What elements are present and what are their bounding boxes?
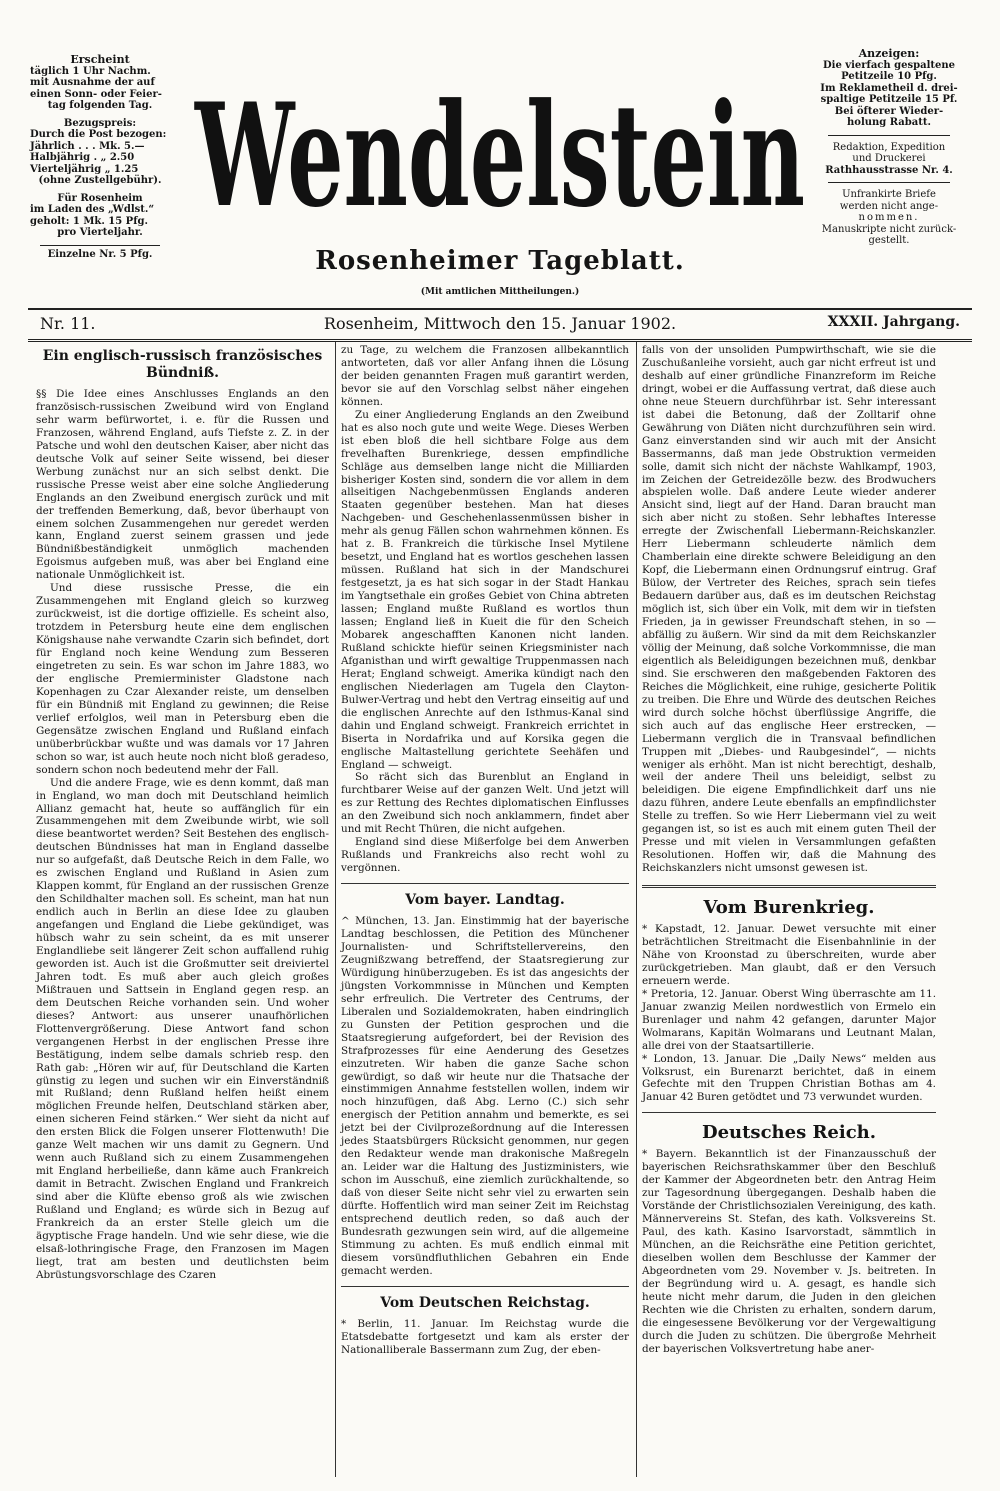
article-paragraph: England sind diese Mißerfolge bei dem Anwerben Rußlands und Frankreichs also recht wohl zu vergönnen. <box>341 836 629 875</box>
section-headline: Vom Deutschen Reichstag. <box>380 1294 590 1311</box>
article-paragraph: Zu einer Angliederung Englands an den Zweibund hat es also noch gute und weite Wege. Dieses Werben ist eben bloß die hell sichtbare Folge aus dem frevelhaften Burenkriege, dessen empfindliche Schläge aus demselben lange nicht die Milliarden bisheriger Kosten sind, sondern die vor allem in dem allseitigen Nachgebenmüssen Englands anderen Staaten gegenüber bestehen. Man hat dieses Nachgeben- und Geschehenlassenmüssen bisher in mehr als genug Fällen schon wahrnehmen können. Es hat z. B. Frankreich die türkische Insel Mytilene besetzt, und England hat es wortlos geschehen lassen müssen. Rußland hat sich in der Mandschurei festgesetzt, ja es hat sich sogar in der Stadt Hankau im Yangtsethale ein großes Gebiet von China abtreten lassen; England mußte Rußland es wortlos thun lassen; England ließ in Kueit die für den Scheich Mobarek angeschafften Kanonen nicht landen. Rußland schickte hiefür seinen Kriegsminister nach Afganisthan und wirft gewaltige Truppenmassen nach Herat; England schweigt. Amerika kündigt nach den englischen Niederlagen am Tugela den Clayton-Bulwer-Vertrag und hebt den Vertrag einseitig auf und die englischen Anrechte auf den Isthmus-Kanal sind dahin und England schweigt. Frankreich errichtet in Biserta in Nordafrika und auf Korsika gegen die englische Maltastellung gerichtete Seehäfen und England — schweigt. <box>341 408 629 771</box>
price-title: Bezugspreis: <box>63 117 137 129</box>
manuscripts-notice: Manuskripte nicht zurück- <box>821 223 957 235</box>
single-issue-price: Einzelne Nr. 5 Pfg. <box>47 248 153 260</box>
office-address: Rathhausstrasse Nr. 4. <box>825 164 953 176</box>
ads-title: Anzeigen: <box>858 47 920 60</box>
ads-line: Petitzeile 10 Pfg. <box>841 71 937 82</box>
local-price-line: Für Rosenheim <box>57 192 143 204</box>
column-2 <box>341 344 629 1357</box>
office-line: Redaktion, Expedition <box>832 141 946 153</box>
advertising-info-box <box>808 48 970 247</box>
publication-schedule-line: einen Sonn- oder Feier- <box>30 88 162 100</box>
section-divider <box>341 883 629 884</box>
local-price-line: im Laden des „Wdlst.“ <box>30 204 155 215</box>
issue-date: Rosenheim, Mittwoch den 15. Januar 1902. <box>323 314 677 333</box>
article-paragraph: ^ München, 13. Jan. Einstimmig hat der bayerische Landtag beschlossen, die Petition des Münchener Journalisten- und Schriftstellervereins, den Zeugnißzwang betreffend, der Staatsregierung zur Würdigung hinüberzugeben. Es ist das angesichts der jüngsten Vorkommnisse in München und Kempten sehr erfreulich. Die Vertreter des Centrums, der Liberalen und Sozialdemokraten, haben eindringlich zu Gunsten der Petition gesprochen und die Staatsregierung aufgefordert, bei der Revision des Strafprozesses für eine Aenderung des Gesetzes einzutreten. Wir haben die ganze Sache schon gewürdigt, so daß wir heute nur die Thatsache der einstimmigen Annahme feststellen wollen, indem wir noch hinzufügen, daß Abg. Lerno (C.) sich sehr energisch der Petition annahm und bemerkte, es sei jetzt bei der Civilprozeßordnung auf die Interessen jedes Staatsbürgers Rücksicht genommen, nur gegen den Redakteur wende man drakonische Maßregeln an. Leider war die Haltung des Justizministers, wie schon im Ausschuß, eine ziemlich zurückhaltende, so daß von dieser Seite nicht sehr viel zu erwarten sein dürfte. Hoffentlich wird man seiner Zeit im Reichstag entsprechend deutlich reden, so daß auch der Bundesrath gezwungen sein wird, auf die allgemeine Stimmung zu achten. Es muß endlich einmal mit diesem vorsündfluthlichen Gebahren ein Ende gemacht werden. <box>341 915 629 1277</box>
masthead-title-text: Wendelstein <box>193 73 806 235</box>
column-1 <box>36 344 329 1282</box>
article-paragraph: * Berlin, 11. Januar. Im Reichstag wurde die Etatsdebatte fortgesetzt und kam als erster der Nationalliberale Bassermann zum Zug, der eben- <box>341 1317 629 1356</box>
article-paragraph: falls von der unsoliden Pumpwirthschaft, wie sie die Zuschußanleihe vorsieht, auch gar nicht erfreut ist und deshalb auf einer gründliche Finanzreform im Reiche dringt, wobei er die Auffassung vertrat, daß diese auch ohne neue Steuern durchführbar ist. Sehr interessant ist dabei die Betonung, daß der Zolltarif ohne Gewährung von Diäten nicht durchzuführen sein wird. Ganz einverstanden sind wir auch mit der Ansicht Bassermanns, daß man jede Obstruktion vermeiden solle, damit sich nicht der nächste Wahlkampf, 1903, im Zeichen der Getreidezölle bezw. des Brodwuchers abspielen wolle. Daß andere Leute wieder anderer Ansicht sind, liegt auf der Hand. Daran braucht man sich aber nicht zu stoßen. Sehr lebhaftes Interesse erregte der Zwischenfall Liebermann-Reichskanzler. Herr Liebermann schleuderte nämlich dem Chamberlain eine direkte schwere Beleidigung an den Kopf, die Liebermann einen Ordnungsruf eintrug. Graf Bülow, der Vertreter des Reiches, sprach sein tiefes Bedauern darüber aus, daß es im deutschen Reichstag möglich ist, sich über ein Volk, mit dem wir in tiefsten Frieden, ja in gewisser Freundschaft stehen, in so — abfällig zu äußern. Wir sind da mit dem Reichskanzler völlig der Meinung, daß solche Vorkommnisse, die man eigentlich als Beleidigungen bezeichnen muß, denkbar sind. Sie erschweren den maßgebenden Faktoren des Reiches die Möglichkeit, eine ruhige, gesicherte Politik zu treiben. Die Ehre und Würde des deutschen Reiches wird durch solche höchst überflüssige Angriffe, die sich auch auf das englische Heer erstrecken, — Liebermann verglich die in Transvaal befindlichen Truppen mit „Diebes- und Raubgesindel“, — nichts weniger als erhöht. Man ist nicht berechtigt, deshalb, weil der andere Theil uns beleidigt, selbst zu beleidigen. Die eigene Empfindlichkeit darf uns nie dazu führen, andere Leute ebenfalls an empfindlichster Stelle zu treffen. So wie Herr Liebermann viel zu weit gegangen ist, so ist es auch mit einem guten Theil der Presse und mit vielen in Versammlungen gefaßten Resolutionen. Hoffen wir, daß die Mahnung des Reichskanzlers nicht umsonst gewesen ist. <box>642 344 936 875</box>
publication-schedule-line: mit Ausnahme der auf <box>30 77 155 88</box>
section-headline: Deutsches Reich. <box>701 1122 877 1144</box>
column-divider <box>636 342 637 1477</box>
column-divider <box>335 342 336 1477</box>
letters-notice: nommen. <box>858 212 920 223</box>
ads-line: Die vierfach gespaltene <box>822 59 956 71</box>
local-price-line: geholt: 1 Mk. 15 Pfg. <box>30 215 148 227</box>
header-rule-bottom <box>28 339 972 342</box>
section-headline: Vom bayer. Landtag. <box>405 892 565 909</box>
price-line: Jährlich . . . Mk. 5.— <box>30 140 145 152</box>
price-line: Halbjährig . „ 2.50 <box>30 152 135 163</box>
news-item: * Kapstadt, 12. Januar. Dewet versuchte mit einer beträchtlichen Streitmacht die Eisenbahnlinie in der Nähe von Kroonstad zu überschreiten, wurde aber zurückgetrieben. Man glaubt, daß er den Versuch erneuern werde. <box>642 923 936 987</box>
publication-schedule-title: Erscheint <box>70 53 130 66</box>
ads-line: holung Rabatt. <box>847 117 931 128</box>
letters-notice: Unfrankirte Briefe <box>842 189 936 200</box>
article-headline: Ein englisch-russisch französisches Bündniß. <box>42 348 323 381</box>
article-paragraph: §§ Die Idee eines Anschlusses Englands an den französisch-russischen Zweibund wird von England sehr warm befürwortet, i. e. für die Russen und Franzosen, während England, aufs Tiefste z. Z. in der Patsche und wohl den deutschen Kaiser, aber nicht das deutsche Volk auf seiner Seite wissend, bei dieser Werbung zunächst nur an sich selbst denkt. Die russische Presse weist aber eine solche Angliederung Englands an den Zweibund energisch zurück und mit der treffenden Bemerkung, daß, bevor überhaupt von einem solchen Zusammengehen nur geredet werden kann, England zuerst seinem grassen und jede Bündnißbeständigkeit unmöglich machenden Egoismus aufgeben muß, was aber bei England eine nationale Unmöglichkeit ist. <box>36 388 329 582</box>
ads-line: spaltige Petitzeile 15 Pf. <box>820 94 958 105</box>
issue-number: Nr. 11. <box>40 314 96 333</box>
price-line: (ohne Zustellgebühr). <box>38 175 162 186</box>
article-paragraph: zu Tage, zu welchem die Franzosen allbekanntlich antworteten, daß vor aller Anfang ihnen die Lösung der beiden genannten Fragen muß garantirt werden, bevor sie auf den Vorschlag selbst näher eingehen können. <box>341 344 629 408</box>
news-item: * Bayern. Bekanntlich ist der Finanzausschuß der bayerischen Reichsrathskammer über den Beschluß der Kammer der Abgeordneten betr. den Antrag Heim zur Tagesordnung übergegangen. Deshalb haben die Vorstände der Christlichsozialen Vereinigung, des kath. Männervereins St. Stefan, des kath. Volksvereins St. Paul, des kath. Kasino Isarvorstadt, sämmtlich in München, an die Reichsräthe eine Petition gerichtet, dieselben wollen dem Beschlusse der Kammer der Abgeordneten vom 29. November v. Js. beitreten. In der Begründung wird u. A. gesagt, es handle sich heute nicht mehr darum, die Juden in den gleichen Rechten wie die Christen zu erhalten, sondern darum, die eingesessene Bevölkerung vor der Vergewaltigung durch die Juden zu schützen. Die übergroße Mehrheit der bayerischen Volksvertretung habe aner- <box>642 1148 936 1355</box>
column-3 <box>642 344 936 1356</box>
official-notices-note: (Mit amtlichen Mittheilungen.) <box>420 287 580 297</box>
publication-schedule-line: tag folgenden Tag. <box>47 100 153 111</box>
section-divider <box>642 885 936 888</box>
section-headline: Vom Burenkrieg. <box>703 897 875 919</box>
office-line: und Druckerei <box>852 153 926 164</box>
local-price-line: pro Vierteljahr. <box>57 227 143 238</box>
header-rule-top <box>28 308 972 310</box>
ads-line: Bei öfterer Wieder- <box>834 105 944 117</box>
price-line: Vierteljährig „ 1.25 <box>30 163 139 175</box>
article-paragraph: So rächt sich das Burenblut an England in furchtbarer Weise auf der ganzen Welt. Und jetzt will es zur Rettung des Rechtes diplomatischen Einflusses an den Zweibund sich noch anklammern, findet aber und mit Recht Thüren, die nicht aufgehen. <box>341 771 629 836</box>
volume-year: XXXII. Jahrgang. <box>827 314 960 330</box>
newspaper-subtitle: Rosenheimer Tageblatt. <box>315 246 685 276</box>
news-item: * Pretoria, 12. Januar. Oberst Wing überraschte am 11. Januar zwanzig Meilen nordwestlich von Ermelo ein Burenlager und nahm 42 gefangen, darunter Major Wolmarans, Kapitän Wolmarans und Leutnant Malan, alle drei von der Staatsartillerie. <box>642 987 936 1052</box>
ads-line: Im Reklametheil d. drei- <box>820 82 958 94</box>
price-line: Durch die Post bezogen: <box>30 129 167 140</box>
article-paragraph: Und die andere Frage, wie es denn kommt, daß man in England, wo man doch mit Deutschland heimlich Allianz gemacht hat, heute so auffänglich für ein Zusammengehen mit dem Zweibunde wirbt, wie soll diese beantwortet werden? Seit Bestehen des englisch-deutschen Bündnisses hat man in England dasselbe nur so aufgefaßt, daß Deutsche Reich in dem Falle, wo es zwischen England und Rußland in Asien zum Klappen kommt, für England an der russischen Grenze den Schildhalter machen soll. Es scheint, man hat nun endlich auch in Berlin an diese Idee zu glauben angefangen und England die Liebe gekündiget, was hübsch wahr zu sein scheint, da es mit unserer Englandliebe seit längerer Zeit schon auffallend ruhig geworden ist. Auch ist die Großmutter seit dreiviertel Jahren todt. Es muß aber auch gleich großes Mißtrauen und Sattsein in England gegen resp. an dem Deutschen Reiche vorhanden sein. Und woher dieses? Antwort: aus unserer unaufhörlichen Flottenvergrößerung. Diese Antwort fand schon vergangenen Herbst in der englischen Presse ihre Bestätigung, indem selbe damals schrieb resp. den Rath gab: „Hören wir auf, für Deutschland die Karten günstig zu legen und suchen wir ein Einverständniß mit Rußland; denn Rußland helfen heißt einem möglichen Freunde helfen, Deutschland stärken aber, einen sicheren Feind stärken.“ Wer sieht da nicht auf den ersten Blick die Folgen unserer Flottenwuth! Die ganze Welt machen wir uns damit zu Gegnern. Und wenn auch Rußland sich zu einem Zusammengehen mit England herbeiließe, dann käme auch Frankreich damit in Betracht. Zwischen England und Frankreich sind aber die Klüfte ebenso groß als wie zwischen Rußland und England; es würde sich in Bezug auf Frankreich da an erster Stelle gleich um die ägyptische Frage handeln. Und wie sehr diese, wie die elsaß-lothringische Frage, den Franzosen im Magen liegt, trat am besten und deutlichsten beim Abrüstungsvorschlage des Czaren <box>36 776 329 1281</box>
section-divider <box>642 1112 936 1113</box>
section-divider <box>341 1286 629 1287</box>
news-item: * London, 13. Januar. Die „Daily News“ melden aus Volksrust, ein Burenarzt berichtet, daß in einem Gefechte mit den Truppen Christian Bothas am 4. Januar 42 Buren getödtet und 73 verwundet wurden. <box>642 1052 936 1104</box>
manuscripts-notice: gestellt. <box>868 235 910 246</box>
article-paragraph: Und diese russische Presse, die ein Zusammengehen mit England gleich so kurzweg zurückweist, ist die dortige offizielle. Es scheint also, trotzdem in Petersburg heute eine dem englischen Königshause nahe verwandte Czarin sich befindet, dort für England noch keine Wendung zum Besseren eingetreten zu sein. Es war schon im Jahre 1883, wo der englische Premierminister Gladstone nach Kopenhagen zu Czar Alexander reiste, um denselben für ein Bündniß mit England zu gewinnen; die Reise verlief erfolglos, weil man in Petersburg eben die Gegensätze zwischen England und Rußland einfach unüberbrückbar wußte und was damals vor 17 Jahren schon so war, ist auch heute noch nicht bloß geradeso, sondern schon noch bedeutend mehr der Fall. <box>36 582 329 776</box>
masthead-title <box>175 30 825 235</box>
publication-schedule-line: täglich 1 Uhr Nachm. <box>30 65 151 77</box>
letters-notice: werden nicht ange- <box>839 200 939 212</box>
subscription-info-box <box>30 54 170 260</box>
